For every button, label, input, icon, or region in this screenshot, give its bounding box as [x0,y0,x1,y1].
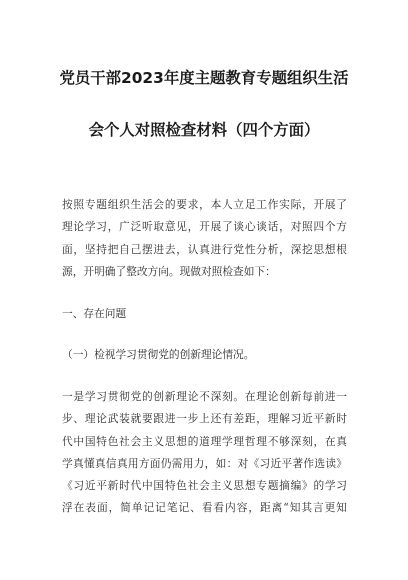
body-line: 《习近平新时代中国特色社会主义思想专题摘编》的学习 [62,479,347,493]
intro-paragraph [62,194,347,283]
body-line: 一是学习贯彻党的创新理论不深刻。在理论创新每前进一 [62,390,347,403]
intro-line: 源，开明确了整改方向。现做对照检查如下： [62,264,276,278]
intro-line: 按照专题组织生活会的要求，本人立足工作实际，开展了 [62,198,347,211]
body-line: 代中国特色社会主义思想的道理学理哲理不够深刻，在真 [62,434,347,448]
body-line: 步、理论武装就要跟进一步上还有差距，理解习近平新时 [62,412,347,426]
intro-line: 面，坚持把自己摆进去，认真进行党性分析，深挖思想根 [62,242,347,256]
body-line: 浮在表面，简单记记笔记、看看内容，距离“知其言更知 [62,501,347,515]
body-line: 学真懂真信真用方面仍需用力，如：对《习近平著作选读》 [62,456,347,470]
subsection-heading: （一）检视学习贯彻党的创新理论情况。 [62,348,255,361]
document-title-line-2: 会个人对照检查材料（四个方面） [88,121,320,139]
body-paragraph [62,386,347,520]
section-heading: 一、存在问题 [62,307,127,320]
document-title-line-1: 党员干部2023年度主题教育专题组织生活 [59,69,349,87]
intro-line: 理论学习，广泛听取意见，开展了谈心谈话，对照四个方 [62,220,347,234]
